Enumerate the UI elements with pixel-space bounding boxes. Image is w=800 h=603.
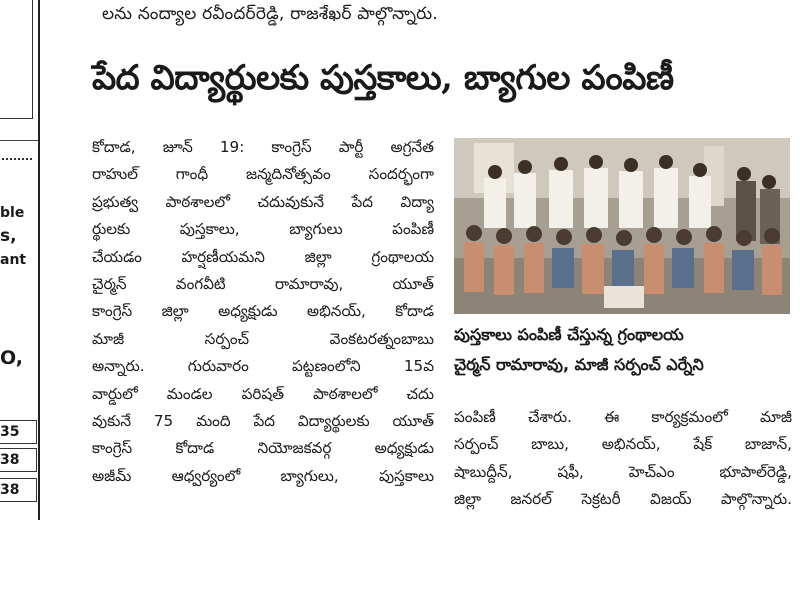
divider xyxy=(2,158,32,170)
adjacent-article-fragment xyxy=(0,0,42,522)
article-body-right-column xyxy=(454,404,792,514)
body-line: సర్పంచ్ బాబు, అభినయ్, షేక్ బాజాన్, xyxy=(454,435,792,454)
photo-caption xyxy=(454,320,792,380)
fragment-text: ant xyxy=(0,252,27,268)
column-rule xyxy=(38,0,40,520)
body-line: ప్రభుత్వ పాఠశాలలో చదువుకునే పేద విద్యా xyxy=(92,192,434,211)
divider xyxy=(0,140,40,141)
fragment-text: 38 xyxy=(0,452,20,468)
caption-line: చైర్మన్ రామారావు, మాజీ సర్పంచ్ ఎర్నేని xyxy=(454,355,704,374)
article-body-left-column xyxy=(92,134,434,490)
body-line: అన్నారు. గురువారం పట్టణంలోని 15వ xyxy=(92,357,434,376)
group-photo-illustration xyxy=(454,138,790,314)
body-line: షాబుద్దీన్, షఫీ, హెచ్ఎం భూపాల్‌రెడ్డి, xyxy=(454,462,792,481)
adjacent-box xyxy=(0,0,33,119)
caption-line: పుస్తకాలు పంపిణీ చేస్తున్న గ్రంథాలయ xyxy=(454,325,684,344)
fragment-text: s, xyxy=(0,226,17,246)
fragment-text: 35 xyxy=(0,424,20,440)
body-line: మాజీ సర్పంచ్ వెంకటరత్నంబాబు xyxy=(92,329,434,348)
fragment-text: 38 xyxy=(0,482,20,498)
body-line: కాంగ్రెస్ కోదాడ నియోజకవర్గ అధ్యక్షుడు xyxy=(92,439,434,458)
body-line: వార్డులో మండల పరిషత్ పాఠశాలలో చదు xyxy=(92,384,434,403)
body-line: వుకునే 75 మంది పేద విద్యార్థులకు యూత్ xyxy=(92,412,434,431)
body-line: ర్థులకు పుస్తకాలు, బ్యాగులు పంపిణీ xyxy=(92,220,434,239)
fragment-text: ble xyxy=(0,205,25,221)
body-line: అజీమ్ ఆధ్వర్యంలో బ్యాగులు, పుస్తకాలు xyxy=(92,466,434,485)
body-line: కోదాడ, జూన్ 19: కాంగ్రెస్ పార్టీ అగ్రనేత xyxy=(92,138,434,156)
body-line: పంపిణీ చేశారు. ఈ కార్యక్రమంలో మాజీ xyxy=(454,408,792,426)
body-line: కాంగ్రెస్ జిల్లా అధ్యక్షుడు అభినయ్, కోదాడ xyxy=(92,302,434,321)
previous-article-last-line: లను నంద్యాల రవీందర్‌రెడ్డి, రాజశేఖర్ పాల్గొన్నారు. xyxy=(102,4,438,24)
fragment-text: O, xyxy=(0,347,23,369)
body-line: జిల్లా జనరల్ సెక్రటరీ విజయ్ పాల్గొన్నారు. xyxy=(454,490,792,509)
article-photo xyxy=(454,138,790,314)
body-line: చేయడం హర్షణీయమని జిల్లా గ్రంథాలయ xyxy=(92,247,434,266)
body-line: చైర్మన్ వంగవీటి రామారావు, యూత్ xyxy=(92,275,434,294)
article-headline: పేద విద్యార్థులకు పుస్తకాలు, బ్యాగుల పంపిణీ xyxy=(92,58,674,98)
body-line: రాహుల్ గాంధీ జన్మదినోత్సవం సందర్భంగా xyxy=(92,165,434,184)
